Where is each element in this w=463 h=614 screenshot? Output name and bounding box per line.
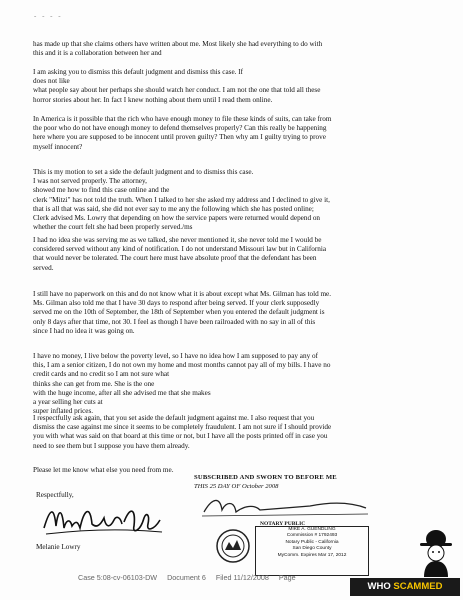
text-line: since I had no idea it was going on. — [33, 326, 135, 335]
document-number: Document 6 — [167, 573, 206, 582]
notary-commission: Commission # 1792493 — [286, 533, 338, 539]
paragraph-serving — [33, 236, 445, 273]
notary-expiry: MyComm. Expires Mar 17, 2012 — [277, 552, 347, 558]
text-line: credit cards and no credit so I am not sure what — [33, 370, 170, 379]
text-line: Ms. Gilman also told me that I have 30 days to respond after being served. If your clerk supposedly — [33, 299, 320, 308]
text-line: only 8 days after that time, not 30. I feel as though I have been railroaded with no say in all of this — [33, 317, 316, 326]
text-line: thinks she can get from me. She is the one — [33, 379, 155, 388]
text-line: whether the court felt she had been properly served./ms — [33, 223, 193, 232]
text-line: dismiss the case against me since it seems to be completely fraudulent. I am not sure if I should provide — [33, 423, 332, 432]
watermark-part-domain: YOU.COM — [382, 599, 428, 610]
text-line: this and it is a collaboration between her and — [33, 49, 162, 58]
text-line: I still have no paperwork on this and do not know what it is about except what Ms. Gilman has told me. — [33, 290, 332, 298]
text-line: what people say about her perhaps she should watch her conduct. I am not the one that told all these — [33, 86, 321, 95]
text-line: I am asking you to dismiss this default judgment and dismiss this case. If — [33, 68, 244, 76]
notary-name: MIKE A. GUENDLING — [288, 527, 336, 532]
text-line: Clerk advised Ms. Lowry that depending on how the service papers were returned would depend on — [33, 214, 321, 223]
paragraph-paperwork — [33, 290, 445, 336]
state-seal-icon — [215, 528, 251, 564]
text-line: clerk "Mitzi" has not told the truth. When I talked to her she asked my address and I declined to give it, — [33, 195, 330, 204]
text-line: served me on the 10th of September, the 18th of September when you entered the default judgment is — [33, 308, 325, 317]
text-line: that would never be tolerated. The court here must have absolute proof that the defendant has been — [33, 254, 317, 263]
text-line: super inflated prices. — [33, 407, 94, 416]
signer-name: Melanie Lowry — [36, 543, 81, 551]
signature-image — [40, 498, 168, 540]
closing-salutation: Respectfully, — [36, 491, 74, 499]
bowler-hat-man-icon — [412, 525, 460, 577]
text-line: that is all that was said, she did not ever say to me any the following which she has posted online; — [33, 204, 314, 213]
text-line: showed me how to find this case online and the — [33, 186, 170, 195]
text-line: the poor who do not have enough money to defend themselves properly? Can this really be happening — [33, 124, 327, 133]
filed-date: Filed 11/12/2008 — [215, 573, 269, 582]
case-number: Case 5:08-cv-06103-DW — [78, 573, 158, 582]
watermark-part-who: WHO — [367, 581, 391, 592]
watermark-part-scammed: SCAMMED — [393, 581, 443, 592]
text-line: here where you are supposed to be innocent until proven guilty? Then why am I guilty trying to prove — [33, 133, 326, 142]
paragraph-motion — [33, 168, 445, 232]
text-line: has made up that she claims others have written about me. Most likely she had everything to do with — [33, 40, 323, 48]
notary-stamp-heading: SUBSCRIBED AND SWORN TO BEFORE ME — [194, 474, 337, 481]
paragraph-respectfully-ask — [33, 414, 445, 451]
text-line: I have no money, I live below the poverty level, so I have no idea how I am supposed to pay any of — [33, 352, 318, 360]
case-footer — [78, 573, 304, 582]
paragraph-america — [33, 115, 445, 152]
text-line: a year selling her cuts at — [33, 398, 103, 407]
page-label: Page — [278, 573, 296, 582]
text-line: you with what was said on that board at this time or not, but I have all the posts printed off in case you — [33, 432, 328, 441]
text-line: Please let me know what else you need from me. — [33, 466, 174, 474]
header-mark: - - - - — [34, 12, 63, 20]
paragraph-dismiss-request — [33, 68, 445, 105]
text-line: need to see them but I suppose you have them already. — [33, 441, 190, 450]
notary-state: Notary Public - California — [285, 539, 339, 545]
text-line: This is my motion to set a side the default judgment and to dismiss this case. — [33, 168, 254, 176]
paragraph-poverty — [33, 352, 445, 416]
text-line: considered served without any kind of notification. I do not understand Missouri law but in California — [33, 245, 327, 254]
notary-public-label: NOTARY PUBLIC — [260, 521, 306, 527]
text-line: I respectfully ask again, that you set aside the default judgment against me. I also request that you — [33, 414, 315, 422]
notary-signature — [200, 492, 370, 520]
notary-stamp-date-line: THIS 25 DAY OF October 2008 — [194, 483, 279, 490]
text-line: served. — [33, 263, 54, 272]
paragraph-intro — [33, 40, 445, 58]
notary-seal-box — [255, 526, 369, 576]
text-line: In America is it possible that the rich who have enough money to file these kinds of suits, can take from — [33, 115, 332, 123]
notary-county: San Diego County — [292, 546, 332, 552]
text-line: horror stories about her. In fact I knew nothing about them until I read them online. — [33, 95, 273, 104]
watermark-logo — [350, 578, 460, 610]
text-line: myself innocent? — [33, 142, 83, 151]
text-line: this, I am a senior citizen, I do not own my home and most months cannot pay all of my bills. I have no — [33, 361, 331, 370]
text-line: I was not served properly. The attorney, — [33, 177, 147, 186]
text-line: I had no idea she was serving me as we talked, she never mentioned it, she never told me I would be — [33, 236, 322, 244]
text-line: does not like — [33, 77, 70, 86]
text-line: with the huge income, after all she advised me that she makes — [33, 388, 211, 397]
